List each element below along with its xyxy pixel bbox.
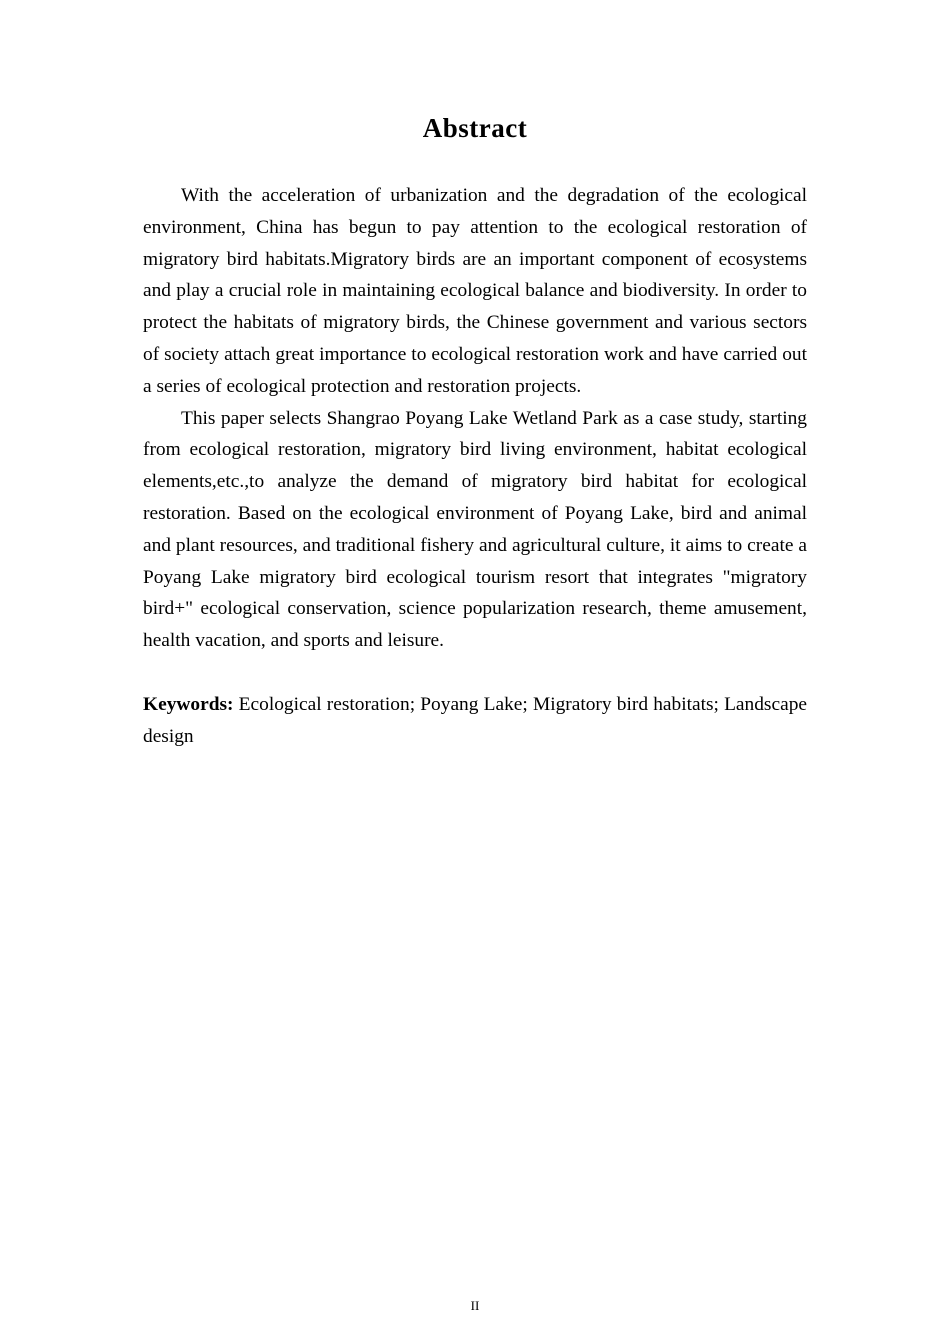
page-footer (0, 1298, 950, 1314)
keywords-line (143, 689, 807, 753)
page-content (143, 0, 807, 752)
abstract-paragraph-1: With the acceleration of urbanization and the degradation of the ecological environment, China has begun to pay attention to the ecological restoration of migratory bird habitats.Migratory birds are an important component of ecosystems and play a crucial role in maintaining ecological balance and biodiversity. In order to protect the habitats of migratory birds, the Chinese government and various sectors of society attach great importance to ecological restoration work and have carried out a series of ecological protection and restoration projects. (143, 185, 807, 397)
abstract-paragraph-2: This paper selects Shangrao Poyang Lake Wetland Park as a case study, starting from ecological restoration, migratory bird living environment, habitat ecological elements,etc.,to analyze the demand of migratory bird habitat for ecological restoration. Based on the ecological environment of Poyang Lake, bird and animal and plant resources, and traditional fishery and agricultural culture, it aims to create a Poyang Lake migratory bird ecological tourism resort that integrates "migratory bird+" ecological conservation, science popularization research, theme amusement, health vacation, and sports and leisure. (143, 407, 807, 652)
page-number: II (470, 1298, 480, 1313)
keywords-label: Keywords: (143, 693, 234, 715)
keywords-text: Ecological restoration; Poyang Lake; Migratory bird habitats; Landscape design (143, 693, 807, 747)
page-title: Abstract (422, 113, 528, 143)
